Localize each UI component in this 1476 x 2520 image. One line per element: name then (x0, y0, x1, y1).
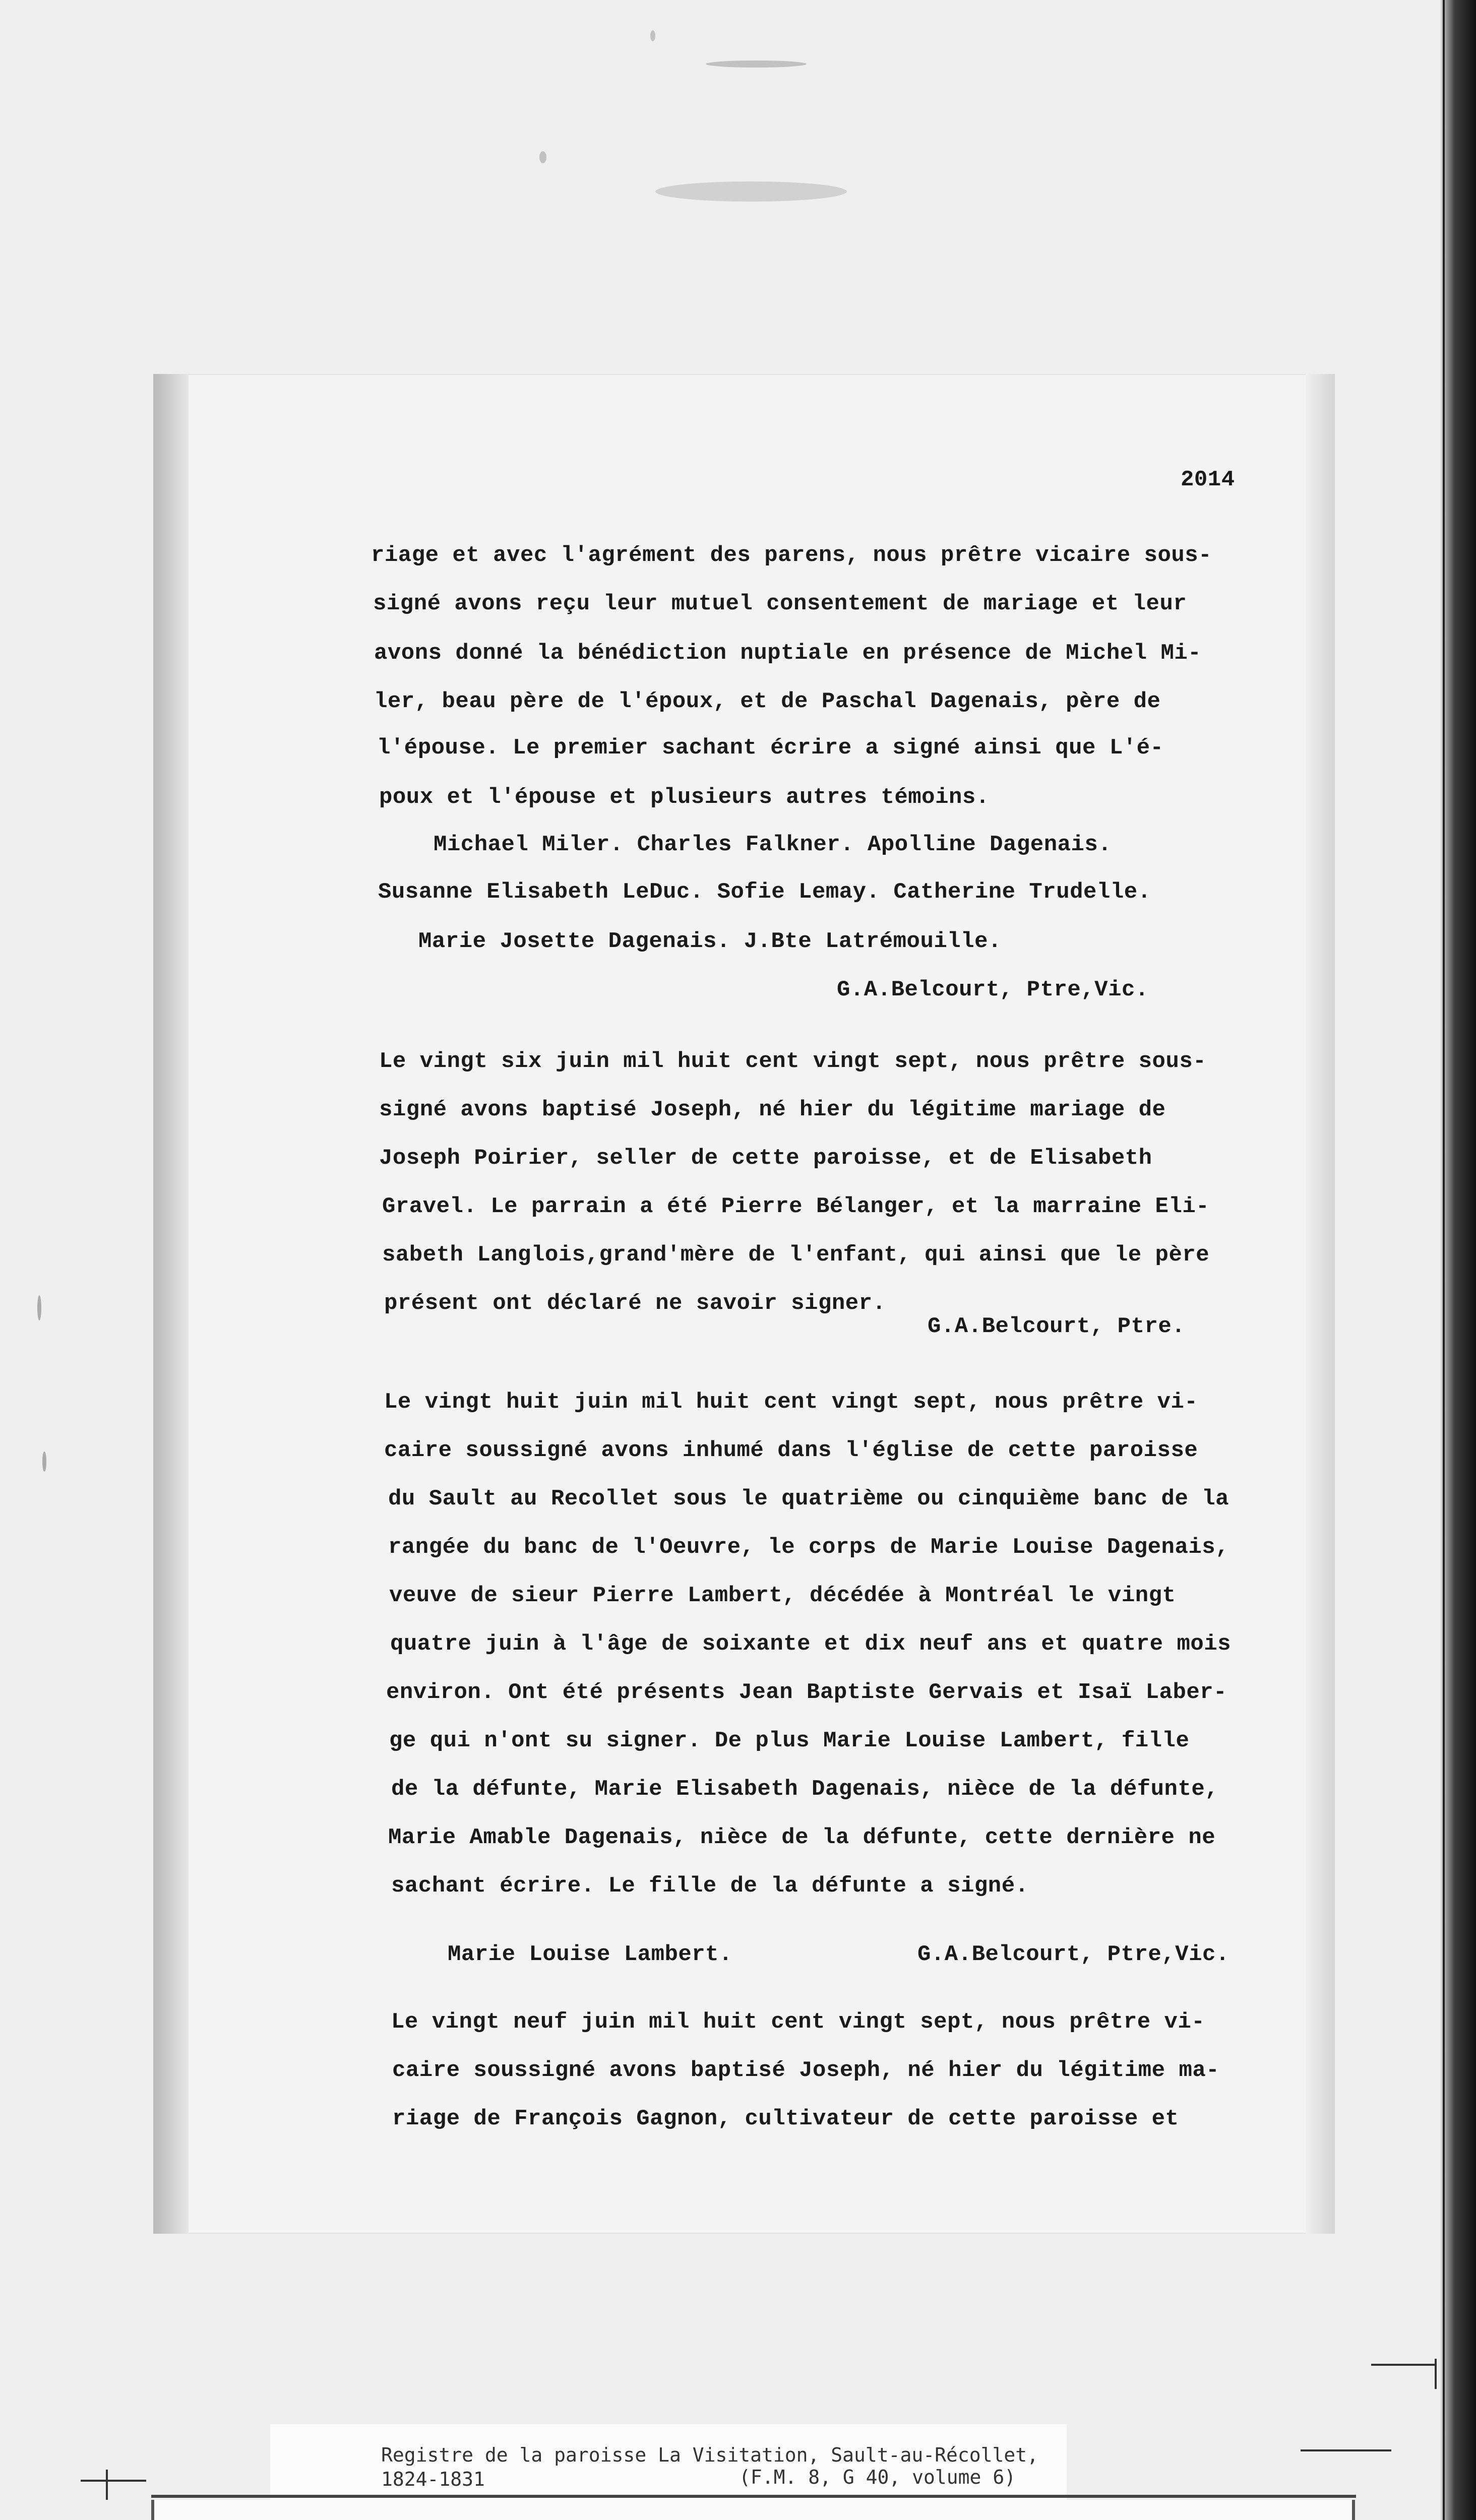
film-edge-line (1443, 0, 1445, 2520)
signature-line: G.A.Belcourt, Ptre,Vic. (917, 1942, 1229, 1967)
text-line: signé avons baptisé Joseph, né hier du légitime mariage de (379, 1097, 1166, 1122)
text-line: Le vingt neuf juin mil huit cent vingt sept, nous prêtre vi- (391, 2009, 1205, 2035)
film-smudge (706, 60, 807, 68)
signature-line: G.A.Belcourt, Ptre. (928, 1314, 1186, 1339)
signature-line: Susanne Elisabeth LeDuc. Sofie Lemay. Catherine Trudelle. (378, 879, 1151, 905)
text-line: environ. Ont été présents Jean Baptiste Gervais et Isaï Laber- (386, 1680, 1227, 1705)
text-line: Le vingt six juin mil huit cent vingt sept, nous prêtre sous- (379, 1049, 1207, 1074)
text-line: quatre juin à l'âge de soixante et dix neuf ans et quatre mois (390, 1631, 1232, 1657)
caption-line-1: Registre de la paroisse La Visitation, Sault-au-Récollet, (381, 2444, 1039, 2466)
text-line: de la défunte, Marie Elisabeth Dagenais, nièce de la défunte, (391, 1777, 1219, 1802)
registration-mark (1301, 2449, 1391, 2451)
text-line: riage et avec l'agrément des parens, nous prêtre vicaire sous- (371, 543, 1212, 568)
film-smudge (42, 1452, 46, 1472)
film-smudge (650, 30, 655, 41)
film-edge (1441, 0, 1476, 2520)
text-line: veuve de sieur Pierre Lambert, décédée à Montréal le vingt (389, 1583, 1176, 1608)
text-line: ge qui n'ont su signer. De plus Marie Louise Lambert, fille (389, 1728, 1190, 1753)
text-line: signé avons reçu leur mutuel consentement de mariage et leur (373, 591, 1187, 616)
text-line: Joseph Poirier, seller de cette paroisse, et de Elisabeth (379, 1146, 1152, 1171)
text-line: présent ont déclaré ne savoir signer. (384, 1291, 886, 1316)
text-line: riage de François Gagnon, cultivateur de cette paroisse et (392, 2106, 1179, 2131)
sheet-shadow-left (153, 374, 189, 2234)
text-line: rangée du banc de l'Oeuvre, le corps de Marie Louise Dagenais, (388, 1535, 1229, 1560)
signature-line: G.A.Belcourt, Ptre,Vic. (837, 977, 1149, 1002)
text-line: caire soussigné avons baptisé Joseph, né hier du légitime ma- (392, 2058, 1220, 2083)
text-line: sabeth Langlois,grand'mère de l'enfant, qui ainsi que le père (382, 1242, 1210, 1268)
stamp-border (151, 2495, 1356, 2498)
text-line: Le vingt huit juin mil huit cent vingt sept, nous prêtre vi- (384, 1390, 1198, 1415)
text-line: ler, beau père de l'époux, et de Paschal Dagenais, père de (374, 689, 1161, 714)
film-smudge (539, 151, 546, 163)
archives-stamp (151, 2500, 1355, 2520)
film-smudge (37, 1295, 41, 1320)
text-line: caire soussigné avons inhumé dans l'église de cette paroisse (384, 1438, 1198, 1463)
signature-line: Marie Josette Dagenais. J.Bte Latrémouille. (418, 929, 1002, 954)
archive-caption (270, 2424, 1067, 2505)
signature-line: Michael Miler. Charles Falkner. Apolline Dagenais. (434, 832, 1112, 857)
caption-line-2-left: 1824-1831 (381, 2468, 485, 2490)
film-smudge (655, 181, 847, 202)
sheet-shadow-right (1306, 374, 1335, 2234)
text-line: Gravel. Le parrain a été Pierre Bélanger, et la marraine Eli- (382, 1194, 1210, 1219)
text-line: avons donné la bénédiction nuptiale en présence de Michel Mi- (374, 641, 1202, 666)
registration-mark (81, 2480, 146, 2482)
text-line: du Sault au Recollet sous le quatrième ou cinquième banc de la (388, 1486, 1229, 1511)
text-line: Marie Amable Dagenais, nièce de la défunte, cette dernière ne (388, 1825, 1216, 1850)
registration-mark (106, 2470, 108, 2500)
text-line: sachant écrire. Le fille de la défunte a signé. (391, 1873, 1029, 1899)
page-number: 2014 (1181, 467, 1235, 492)
text-line: poux et l'épouse et plusieurs autres témoins. (379, 785, 990, 810)
registration-mark (1371, 2364, 1437, 2366)
text-line: l'épouse. Le premier sachant écrire a signé ainsi que L'é- (377, 735, 1164, 761)
registration-mark (1435, 2359, 1437, 2389)
signature-line: Marie Louise Lambert. (448, 1942, 732, 1967)
caption-line-2-right: (F.M. 8, G 40, volume 6) (739, 2466, 1016, 2488)
